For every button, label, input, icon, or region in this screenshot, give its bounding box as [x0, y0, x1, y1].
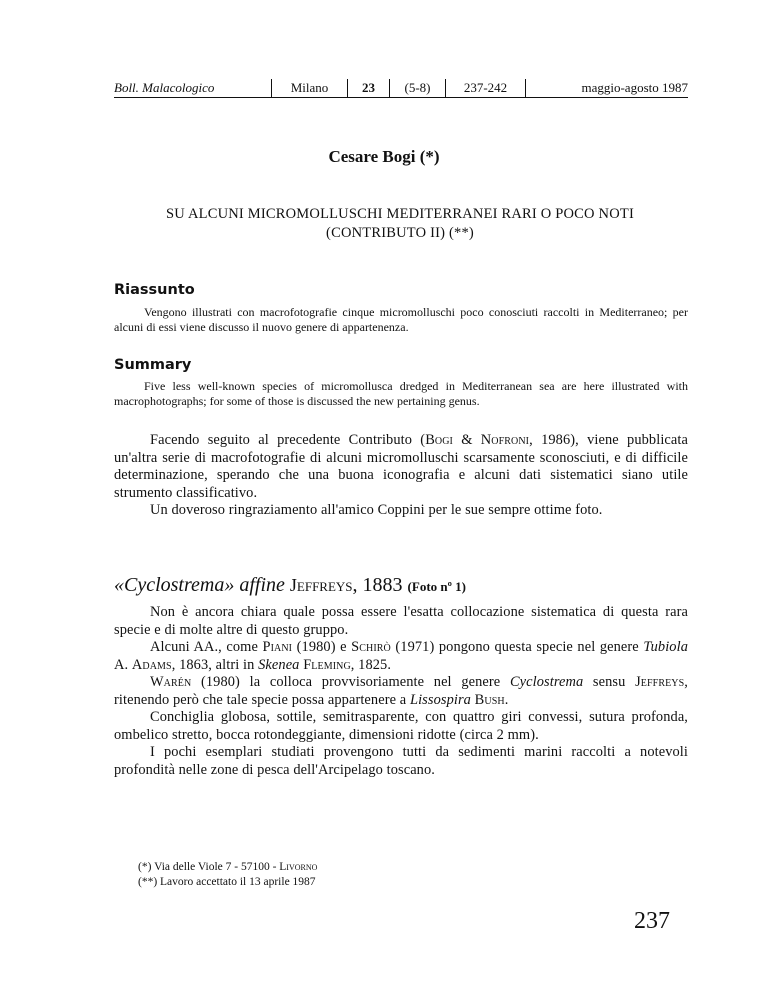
intro-paragraph-2: Un doveroso ringraziamento all'amico Coppini per le sue sempre ottime foto.: [150, 502, 603, 518]
species-authority: Jeffreys: [289, 575, 353, 595]
header-pages: 237-242: [446, 79, 526, 97]
riassunto-text: Vengono illustrati con macrofotografie cinque micromolluschi poco conosciuti raccolti in Mediterraneo; per alcuni di essi viene discusso il nuovo genere di appartenenza.: [114, 305, 688, 334]
footnote-1: (*) Via delle Viole 7 - 57100 - Livorno: [138, 861, 318, 873]
header-volume: 23: [348, 79, 390, 97]
page-number: 237: [634, 908, 670, 934]
species-foto: (Foto nº 1): [407, 579, 466, 594]
species-paragraph-1: Non è ancora chiara quale possa essere l'esatta collocazione sistematica di questa rara specie e di molte altre di questo gruppo.: [114, 604, 688, 638]
header-rule: [114, 97, 688, 98]
footnote-2: (**) Lavoro accettato il 13 aprile 1987: [138, 876, 316, 888]
paper-title: [120, 205, 680, 243]
footnotes: [138, 860, 317, 890]
species-paragraph-4: Conchiglia globosa, sottile, semitrasparente, con quattro giri convessi, sutura profonda, ombelico stretto, bocca rotondeggiante, dimensioni ridotte (circa 2 mm).: [114, 709, 688, 743]
species-year: , 1883: [352, 574, 408, 596]
species-paragraph-3: Warén (1980) la colloca provvisoriamente nel genere Cyclostrema sensu Jeffreys, ritenendo però che tale specie possa appartenere a Lissospira Bush.: [114, 674, 688, 708]
species-paragraph-5: I pochi esemplari studiati provengono tutti da sedimenti marini raccolti a notevoli profondità nelle zone di pesca dell'Arcipelago toscano.: [114, 744, 688, 778]
header-date: maggio-agosto 1987: [581, 80, 688, 95]
species-paragraph-2: Alcuni AA., come Piani (1980) e Schirò (1971) pongono questa specie nel genere Tubiola A. Adams, 1863, altri in Skenea Fleming, 1825.: [114, 639, 688, 673]
author: Cesare Bogi (*): [328, 147, 440, 166]
header-city: Milano: [272, 79, 348, 97]
intro-text: [114, 432, 688, 520]
summary-text: Five less well-known species of micromollusca dredged in Mediterranean sea are here illustrated with macrophotographs; for some of those is discussed the new pertaining genus.: [114, 379, 688, 408]
species-name: «Cyclostrema» affine: [114, 574, 285, 596]
journal-header: [114, 79, 688, 97]
title-line-2: (CONTRIBUTO II) (**): [326, 225, 474, 241]
species-heading: [114, 574, 466, 597]
title-line-1: SU ALCUNI MICROMOLLUSCHI MEDITERRANEI RARI O POCO NOTI: [166, 206, 634, 222]
species-text: [114, 604, 688, 779]
riassunto-heading: Riassunto: [114, 282, 195, 298]
summary-heading: Summary: [114, 357, 192, 373]
intro-paragraph-1: Facendo seguito al precedente Contributo (Bogi & Nofroni, 1986), viene pubblicata un'altra serie di macrofotografie di alcuni micromolluschi scarsamente sconosciuti, e di difficile determinazione, sperando che una buona iconografia e alcuni dati sistematici siano utile strumento classificativo.: [114, 432, 688, 501]
header-journal: Boll. Malacologico: [114, 79, 272, 97]
header-issue: (5-8): [390, 79, 446, 97]
